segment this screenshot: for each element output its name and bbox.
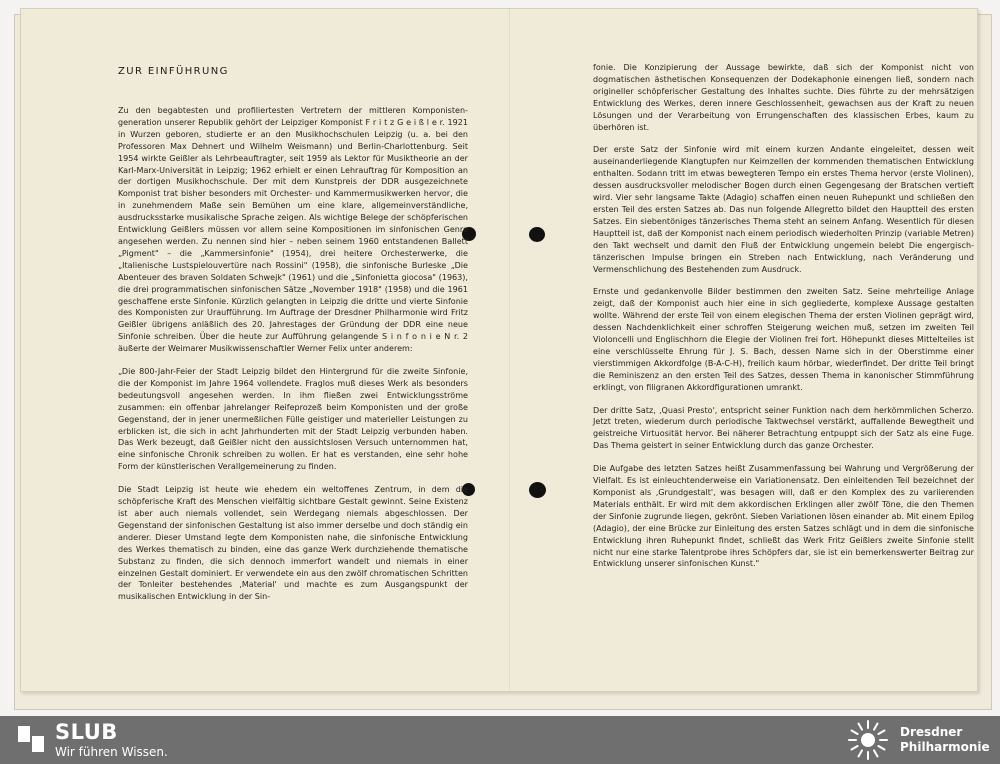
paragraph: Ernste und gedankenvolle Bilder bestimmen den zweiten Satz. Seine mehrteilige Anlage zeigt, daß der Komponist auch hier eine in sich gegliederte, komplexe Aussage gestalten wollte. Während der erste Teil von einem elegischen Thema der ersten Violinen geprägt wird, dessen Nachdenklichkeit einer schroffen Steigerung weichen muß, setzen im zweiten Teil Violoncelli und Englischhorn die Elegie der Violinen frei fort. Höhepunkt dieses Mittelteiles ist eine verschlüsselte Ehrung für J. S. Bach, dessen Name sich in der Oberstimme einer vierstimmigen Akkordfolge (B-A-C-H), freilich kaum hörbar, wiederfindet. Der dritte Teil bringt die Reminiszenz an den ersten Teil des Satzes, dessen Thema in kanonischer Stimmführung erklingt, von filigranen Akkordfigurationen umrankt. <box>593 287 974 392</box>
slub-logo-icon <box>15 724 47 754</box>
page-heading: ZUR EINFÜHRUNG <box>118 66 229 77</box>
paragraph: Zu den begabtesten und profiliertesten Vertretern der mittleren Komponistengeneration unserer Republik gehört der Leipziger Komponist F r i t z G e i ß l e r. 1921 in Wurzen geboren, studierte er an den Musikhochschulen Leipzig (u. a. bei den Professoren Max Dehnert und Wilhelm Weismann) und Berlin-Charlottenburg. Seit 1954 wirkte Geißler als Lehrbeauftragter, seit 1959 als Lektor für Musiktheorie an der Karl-Marx-Universität in Leipzig; 1962 erhielt er einen Lehrauftrag für Komposition an der dortigen Musikhochschule. Der mit dem Kunstpreis der DDR ausgezeichnete Komponist trat bisher besonders mit Orchester- und Kammermusikwerken hervor, die in zunehmendem Maße sein Bemühen um eine klare, allgemeinverständliche, ausdrucksstarke musikalische Sprache zeigen. Als wichtige Belege der schöpferischen Entwicklung Geißlers müssen vor allem seine Kompositionen im sinfonischen Genre angesehen werden. Zu nennen sind hier – neben seinem 1960 entstandenen Ballett „Pigment" – die „Kammersinfonie" (1954), drei heitere Orchesterwerke, die „Italienische Lustspielouvertüre nach Rossini" (1958), die sinfonische Burleske „Die Abenteuer des braven Soldaten Schwejk" (1961) und die „Sinfonietta giocosa" (1963), die drei programmatischen sinfonischen Sätze „November 1918" (1958) und die 1961 geschaffene erste Sinfonie. Kürzlich gelangten in Leipzig die dritte und vierte Sinfonie des Komponisten zur Uraufführung. Im Auftrage der Dresdner Philharmonie wird Fritz Geißler übrigens anläßlich des 20. Jahrestages der Gründung der DDR eine neue Sinfonie schreiben. Über die heute zur Aufführung gelangende S i n f o n i e N r. 2 äußerte der Weimarer Musikwissenschaftler Werner Felix unter anderem: <box>118 106 468 354</box>
philharmonie-name-line2: Philharmonie <box>900 740 990 754</box>
philharmonie-sunburst-icon <box>846 718 890 762</box>
text-column-right <box>593 62 974 581</box>
paragraph: Die Stadt Leipzig ist heute wie ehedem ein weltoffenes Zentrum, in dem die schöpferische Kraft des Menschen vielfältig sichtbare Gestalt gewinnt. Seine Existenz ist aber auch niemals vollendet, sein Werdegang niemals abgeschlossen. Der Gegenstand der sinfonischen Gestaltung ist also immer derselbe und doch ständig ein anderer. Dieser Umstand legte dem Komponisten nahe, die sinfonische Entwicklung des Werkes thematisch zu binden, eine das ganze Werk durchziehende thematische Substanz zu finden, die sich dennoch immerfort wandelt und niemals in einer einzelnen Gestalt dominiert. Er verwendete ein aus den zwölf chromatischen Schritten der Tonleiter bestehendes ‚Material' und machte es zum Ausgangspunkt der musikalischen Entwicklung in der Sin- <box>118 485 468 602</box>
footer-bar <box>0 716 1000 764</box>
paragraph: fonie. Die Konzipierung der Aussage bewirkte, daß sich der Komponist nicht von dogmatischen ästhetischen Konsequenzen der Dodekaphonie einengen ließ, sondern nach origineller schöpferischer Gestaltung des Inhaltes suchte. Dies führte zu der mehrsätzigen Entwicklung des Werkes, deren innere Geschlossenheit, gewachsen aus der Kraft zu neuen Lösungen und der Verarbeitung von Errungenschaften des klassischen Erbes, kaum zu überhören ist. <box>593 63 974 132</box>
page-fold <box>509 8 510 690</box>
paragraph: Die Aufgabe des letzten Satzes heißt Zusammenfassung bei Wahrung und Vergrößerung der Vielfalt. Es ist einleuchtenderweise ein Variationensatz. Den einleitenden Teil bezeichnet der Komponist als ‚Grundgestalt', was besagen will, daß er den Komplex des zu variierenden Materials enthält. Er wird mit dem akkordischen Erklingen aller zwölf Töne, die den Themen der Sinfonie zugrunde liegen, gekrönt. Sieben Variationen lösen einander ab. Mit einem Epilog (Adagio), der eine Brücke zur Einleitung des ersten Satzes schlägt und in dem die sinfonische Entwicklung ihren Ruhepunkt findet, schließt das Werk Fritz Geißlers zweite Sinfonie stellt nicht nur eine starke Talentprobe ihres Schöpfers dar, sie ist ein bemerkenswerter Beitrag zur Entwicklung unserer sinfonischen Kunst." <box>593 464 974 569</box>
paragraph: Der erste Satz der Sinfonie wird mit einem kurzen Andante eingeleitet, dessen weit auseinanderliegende Klangtupfen nur Keimzellen der kommenden thematischen Entwicklung enthalten. Sodann tritt im etwas bewegteren Tempo ein erstes Thema hervor (erste Violinen), dessen ausdrucksvoller melodischer Bogen durch einen Gegengesang der Bratschen vertieft wird. Vier sehr langsame Takte (Adagio) schaffen einen neuen Ruhepunkt und schließen den ersten Teil des ersten Satzes ab. Das nun folgende Allegretto bildet den Hauptteil des ersten Satzes. Ein siebentöniges tänzerisches Thema steht an seinem Anfang. Wesentlich für diesen Hauptteil ist, daß der Komponist nach einem periodisch wiederholten Prinzip (variable Metren) den Takt wechselt und damit den Fluß der Entwicklung ungemein belebt Die engergisch-tänzerischen Impulse bringen ein Streben nach Entwicklung, nach Veränderung und Vermenschlichung des Bestehenden zum Ausdruck. <box>593 145 974 274</box>
text-column-left <box>118 105 468 614</box>
punch-hole-bottom-right <box>529 482 546 498</box>
slub-brand: SLUB <box>55 720 118 744</box>
paragraph: Der dritte Satz, ‚Quasi Presto', entspricht seiner Funktion nach dem herkömmlichen Scherzo. Jetzt treten, wiederum durch periodische Taktwechsel verstärkt, auffallende Bewegtheit und geistreiche Virtuosität hervor. Bei näherer Betrachtung entpuppt sich der Satz als eine Fuge. Das Thema geistert in seiner Entwicklung durch das ganze Orchester. <box>593 405 974 451</box>
punch-hole-top-right <box>529 227 545 242</box>
slub-tagline: Wir führen Wissen. <box>55 745 168 759</box>
philharmonie-name-line1: Dresdner <box>900 725 963 739</box>
paragraph: „Die 800-Jahr-Feier der Stadt Leipzig bildet den Hintergrund für die zweite Sinfonie, die der Komponist im Jahre 1964 vollendete. Fraglos muß dieses Werk als besonders bedeutungsvoll angesehen werden. In ihm fließen zwei Entwicklungsströme zusammen: ein offenbar jahrelanger Reifeprozeß beim Komponisten und der große Gegenstand, der in jener unermeßlichen Fülle geistiger und materieller Leistungen zu erblicken ist, die sich in acht Jahrhunderten mit der Stadt Leipzig verbunden haben. Das Werk bezeugt, daß Geißler nicht den aussichtslosen Versuch unternommen hat, eine sinfonische Chronik schreiben zu wollen. Er hat es verstanden, eine sehr hohe Form der künstlerischen Verallgemeinerung zu finden. <box>118 367 468 472</box>
